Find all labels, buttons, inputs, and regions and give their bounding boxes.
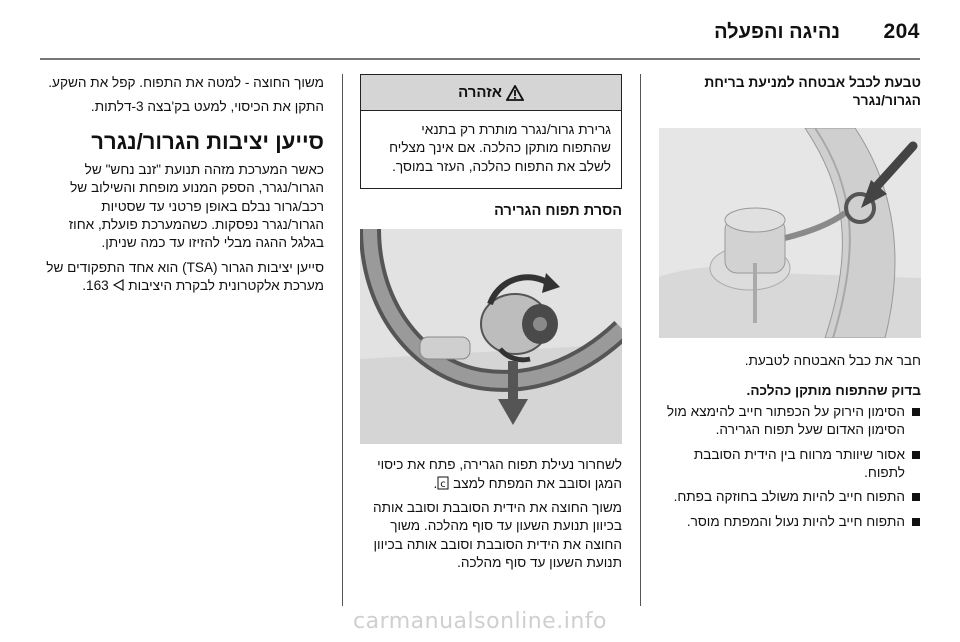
left-column [40,74,324,302]
middle-column [360,74,622,579]
bullet-square-icon [912,408,920,416]
tsa-reference: סייען יציבות הגרור (TSA) הוא אחד התפקודים של מערכת אלקטרונית לבקרת היציבות 163. [46,259,324,294]
left-para-2: התקן את הכיסוי, למעט בק'בצה 3-דלתות. [90,99,324,115]
page-header [0,0,960,62]
column-divider-left [342,74,343,606]
list-item: אסור שיוותר מרווח בין הידית הסובבת לתפוח. [655,446,921,483]
tether-ring-heading: טבעת לכבל אבטחה למניעת בריחת הגרור/נגרר [704,75,921,108]
bullet-square-icon [912,493,920,501]
warning-triangle-icon [506,85,524,101]
removal-illustration [360,229,622,444]
removal-instruction-2: משוך החוצה את הידית הסובבת וסובב אותה בכיוון תנועת השעון עד סוף מהלכה. משוך החוצה את הידית הסובבת וסובב אותה בכיוון תנועת השעון עד סוף מהלכה. [373,500,622,571]
tether-ring-illustration [659,128,921,338]
list-item: הסימון הירוק על הכפתור חייב להימצא מול הסימון האדום שעל תפוח הגרירה. [655,403,921,440]
warning-header [361,75,621,111]
tsa-heading: סייען יציבות הגרור/נגרר [91,128,324,154]
page-number: 204 [883,20,920,43]
check-heading: בדוק שהתפוח מותקן כהלכה. [746,383,921,399]
header-rule [40,58,920,60]
removal-instruction-1: לשחרור נעילת תפוח הגרירה, פתח את כיסוי המגן וסובב את המפתח למצב c . [377,457,622,491]
warning-box [360,74,622,189]
list-item: התפוח חייב להיות נעול והמפתח מוסר. [655,513,921,531]
warning-text: גרירת גרור/נגרר מותרת רק בתנאי שהתפוח מותקן כהלכה. אם אינך מצליח לשלב את התפוח כהלכה, העזר במוסך. [389,122,611,174]
check-list [655,403,921,531]
page-reference-icon [113,279,125,291]
list-item: התפוח חייב להיות משולב בחוזקה בפתח. [655,488,921,506]
page-title: נהיגה והפעלה [714,21,840,43]
right-column [655,74,921,537]
left-para-1: משוך החוצה - למטה את התפוח. קפל את השקע. [48,75,324,90]
bullet-square-icon [912,518,920,526]
section-title: הסרת תפוח הגרירה [494,203,622,220]
warning-title: אזהרה [458,84,502,101]
tether-caption: חבר את כבל האבטחה לטבעת. [744,353,921,368]
bullet-square-icon [912,451,920,459]
tsa-description: כאשר המערכת מזהה תנועת "זנב נחש" של הגרור/נגרר, הספק המנוע מופחת והשילוב של רכב/גרור נבלם באופן פרטני עד שסטיות הגרור/נגרר נפסקות. כשהמערכת פועלת, אחוז בגלגל ההגה מבלי להזיזו עד כמה שניתן. [68,161,324,251]
key-position-icon [437,476,449,490]
removal-figure [360,229,622,444]
reference-page[interactable]: 163 [86,278,109,294]
watermark: carmanualsonline.info [353,609,607,634]
column-divider-right [640,74,641,606]
svg-text:c: c [440,478,447,490]
tether-ring-figure [659,128,921,338]
